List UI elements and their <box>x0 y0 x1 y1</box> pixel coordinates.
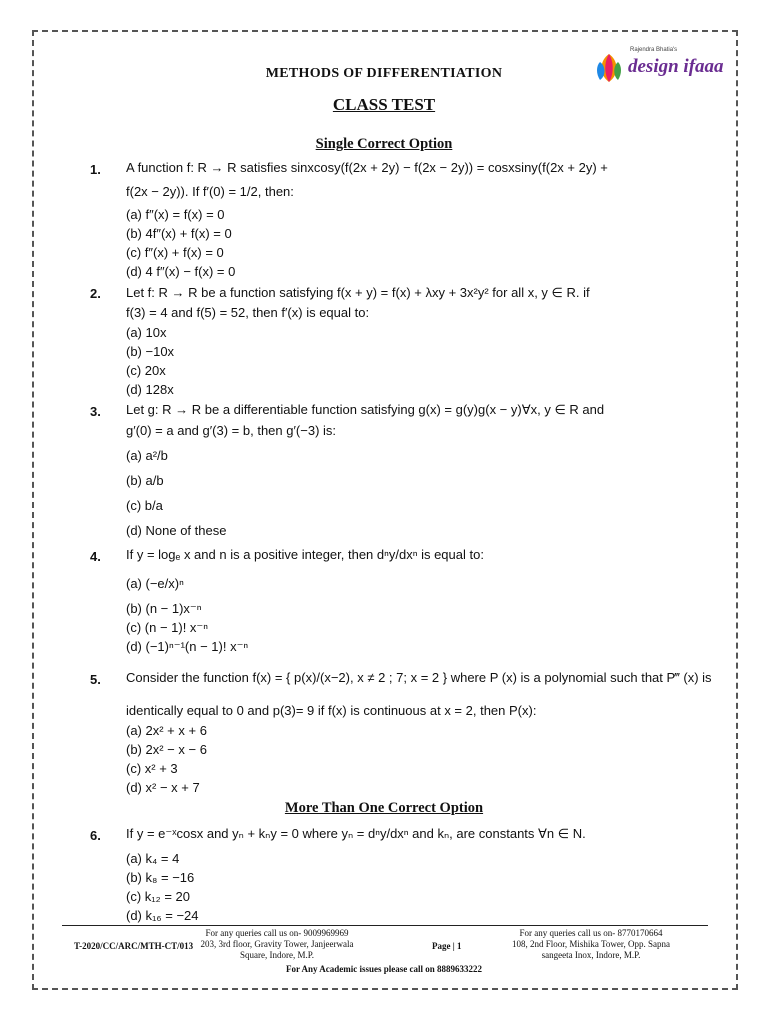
option: (c) b/a <box>126 498 163 513</box>
footer-left-contact <box>196 928 358 961</box>
page-title: METHODS OF DIFFERENTIATION <box>265 66 503 81</box>
question-text: Consider the function f(x) = { p(x)/(x−2), x ≠ 2 ; 7; x = 2 } where P (x) is a polynomial such that P‴ (x) is <box>126 670 712 685</box>
academic-contact: For Any Academic issues please call on 8889633222 <box>285 964 483 974</box>
question-text: A function f: R → R satisfies sinxcosy(f(2x + 2y) − f(2x − 2y)) = cosxsiny(f(2x + 2y) + <box>126 160 608 175</box>
question-number: 5. <box>90 672 101 687</box>
option: (c) (n − 1)! x⁻ⁿ <box>126 620 209 635</box>
section-single-correct: Single Correct Option <box>315 136 453 152</box>
option: (b) 4f″(x) + f(x) = 0 <box>126 226 232 241</box>
page-subtitle: CLASS TEST <box>332 95 436 114</box>
option: (b) k₈ = −16 <box>126 870 195 885</box>
logo-small-text: Rajendra Bhatia's <box>630 47 678 53</box>
option: (d) 4 f″(x) − f(x) = 0 <box>126 264 236 279</box>
option: (b) a/b <box>126 473 164 488</box>
question-text: g′(0) = a and g′(3) = b, then g′(−3) is: <box>126 423 337 438</box>
page-number: Page | 1 <box>432 941 462 951</box>
contact-line: Square, Indore, M.P. <box>240 950 314 960</box>
question-text: Let f: R → R be a function satisfying f(x + y) = f(x) + λxy + 3x²y² for all x, y ∈ R. if <box>126 285 590 300</box>
option: (a) a²/b <box>126 448 168 463</box>
option: (c) f″(x) + f(x) = 0 <box>126 245 224 260</box>
question-text: If y = logₑ x and n is a positive integer, then dⁿy/dxⁿ is equal to: <box>126 547 484 562</box>
question-text: f(3) = 4 and f(5) = 52, then f′(x) is equal to: <box>126 305 370 320</box>
option: (c) 20x <box>126 363 166 378</box>
option: (a) 10x <box>126 325 167 340</box>
option: (d) 128x <box>126 382 174 397</box>
question-text: Let g: R → R be a differentiable function satisfying g(x) = g(y)g(x − y)∀x, y ∈ R and <box>126 402 605 417</box>
question-text: identically equal to 0 and p(3)= 9 if f(x) is continuous at x = 2, then P(x): <box>126 703 537 718</box>
footer-right-contact <box>505 928 677 961</box>
contact-line: 108, 2nd Floor, Mishika Tower, Opp. Sapna <box>512 939 670 949</box>
question-number: 4. <box>90 549 101 564</box>
option: (d) x² − x + 7 <box>126 780 200 795</box>
option: (c) k₁₂ = 20 <box>126 889 190 904</box>
section-multiple-correct: More Than One Correct Option <box>284 800 484 816</box>
contact-line: 203, 3rd floor, Gravity Tower, Janjeerwala <box>200 939 354 949</box>
option: (b) −10x <box>126 344 175 359</box>
document-code: T-2020/CC/ARC/MTH-CT/013 <box>74 941 194 951</box>
option: (d) (−1)ⁿ⁻¹(n − 1)! x⁻ⁿ <box>126 639 249 654</box>
contact-line: For any queries call us on- 8770170664 <box>519 928 663 938</box>
option: (a) 2x² + x + 6 <box>126 723 207 738</box>
option: (a) k₄ = 4 <box>126 851 180 866</box>
option: (a) (−e/x)ⁿ <box>126 576 184 591</box>
question-number: 6. <box>90 828 101 843</box>
question-number: 1. <box>90 162 101 177</box>
footer-divider <box>62 925 708 926</box>
question-number: 3. <box>90 404 101 419</box>
option: (c) x² + 3 <box>126 761 178 776</box>
option: (a) f″(x) = f(x) = 0 <box>126 207 225 222</box>
contact-line: For any queries call us on- 9009969969 <box>205 928 349 938</box>
option: (d) None of these <box>126 523 227 538</box>
logo-text: design ifaaa <box>628 56 724 77</box>
question-number: 2. <box>90 286 101 301</box>
option: (b) (n − 1)x⁻ⁿ <box>126 601 202 616</box>
question-text: If y = e⁻ˣcosx and yₙ + kₙy = 0 where yₙ = dⁿy/dxⁿ and kₙ, are constants ∀n ∈ N. <box>126 826 586 841</box>
option: (d) k₁₆ = −24 <box>126 908 199 923</box>
option: (b) 2x² − x − 6 <box>126 742 207 757</box>
contact-line: sangeeta Inox, Indore, M.P. <box>541 950 641 960</box>
question-text: f(2x − 2y)). If f′(0) = 1/2, then: <box>126 184 294 199</box>
